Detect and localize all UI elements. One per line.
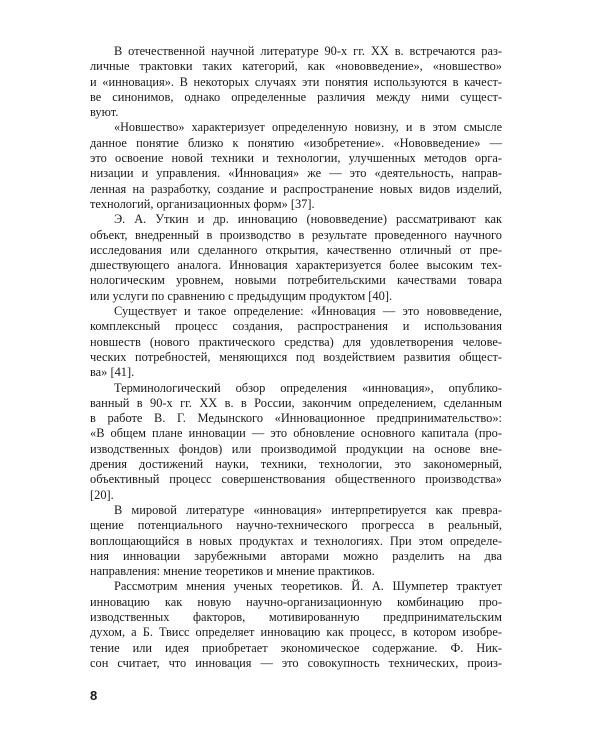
text-line: щение потенциального научно-технического прогресса в реальный, [90, 518, 502, 533]
text-line: вуют. [90, 105, 119, 120]
text-line: личные трактовки таких категорий, как «нововведение», «новшество» [90, 59, 502, 74]
text-line: инновацию как новую научно-организационную комбинацию про- [90, 594, 502, 609]
text-line: Существует и такое определение: «Инновация — это нововведение, [114, 304, 502, 319]
text-line: тение или идея приобретает экономическое содержание. Ф. Ник- [90, 640, 502, 655]
text-line: или услуги по сравнению с предыдущим продуктом [40]. [90, 288, 393, 303]
text-line: ния инновации зарубежными авторами можно разделить на два [90, 548, 502, 563]
text-line: изводственных фондов) или производимой продукции на основе вне- [90, 441, 502, 456]
text-line: новшеств (нового практического средства) для удовлетворения челове- [90, 334, 502, 349]
text-line: это освоение новой техники и технологии, улучшенных методов орга- [90, 151, 502, 166]
text-line: В отечественной научной литературе 90-х гг. XX в. встречаются раз- [114, 44, 502, 58]
text-line: и «инновация». В некоторых случаях эти понятия используются в качест- [90, 74, 502, 89]
text-line: дрения достижений науки, техники, технологии, это закономерный, [90, 457, 502, 472]
text-line: данное понятие близко к понятию «изобретение». «Нововведение» — [90, 135, 502, 150]
text-line: ленная на разработку, создание и распространение новых видов изделий, [90, 181, 502, 196]
text-line: изводственных факторов, мотивированную предпринимательским [90, 609, 502, 624]
text-line: ванный в 90-х гг. XX в. в России, закончим определением, сделанным [90, 395, 502, 410]
text-line: ве синонимов, однако определенные различия между ними сущест- [90, 89, 502, 104]
text-line: «Новшество» характеризует определенную новизну, и в этом смысле [114, 120, 502, 135]
text-line: ческих потребностей, меняющихся под воздействием развития общест- [90, 349, 502, 364]
page-number: 8 [90, 688, 98, 703]
text-line: Рассмотрим мнения ученых теоретиков. Й. А. Шумпетер трактует [114, 579, 502, 594]
text-line: комплексный процесс создания, распространения и использования [90, 319, 502, 334]
text-line: нологическим уровнем, новыми потребительскими качествами товара [90, 273, 502, 288]
text-line: дшествующего аналога. Инновация характеризуется более высоким тех- [90, 258, 502, 273]
text-line: низации и управления. «Инновация» же — это «деятельность, направ- [90, 166, 502, 181]
text-line: в работе В. Г. Медынского «Инновационное предпринимательство»: [90, 411, 502, 426]
text-line: сон считает, что инновация — это совокупность технических, произ- [90, 655, 502, 670]
text-line: Терминологический обзор определения «инновация», опублико- [114, 380, 502, 395]
text-line: направления: мнение теоретиков и мнение практиков. [90, 564, 375, 579]
text-line: духом, а Б. Твисс определяет инновацию как процесс, в котором изобре- [90, 625, 502, 640]
text-line: [20]. [90, 487, 114, 502]
text-line: объективный процесс совершенствования общественного производства» [90, 472, 502, 487]
text-line: «В общем плане инновации — это обновление основного капитала (про- [90, 426, 502, 441]
text-line: воплощающийся в новых продуктах и технологиях. При этом определе- [90, 533, 502, 548]
text-line: В мировой литературе «инновация» интерпретируется как превра- [114, 502, 502, 517]
body-text [90, 44, 502, 671]
text-line: технологий, организационных форм» [37]. [90, 196, 315, 211]
text-line: ва» [41]. [90, 365, 135, 380]
text-line: объект, внедренный в производство в результате проведенного научного [90, 227, 502, 242]
text-line: исследования или сделанного открытия, качественно отличный от пре- [90, 242, 502, 257]
text-line: Э. А. Уткин и др. инновацию (нововведение) рассматривают как [114, 212, 502, 227]
